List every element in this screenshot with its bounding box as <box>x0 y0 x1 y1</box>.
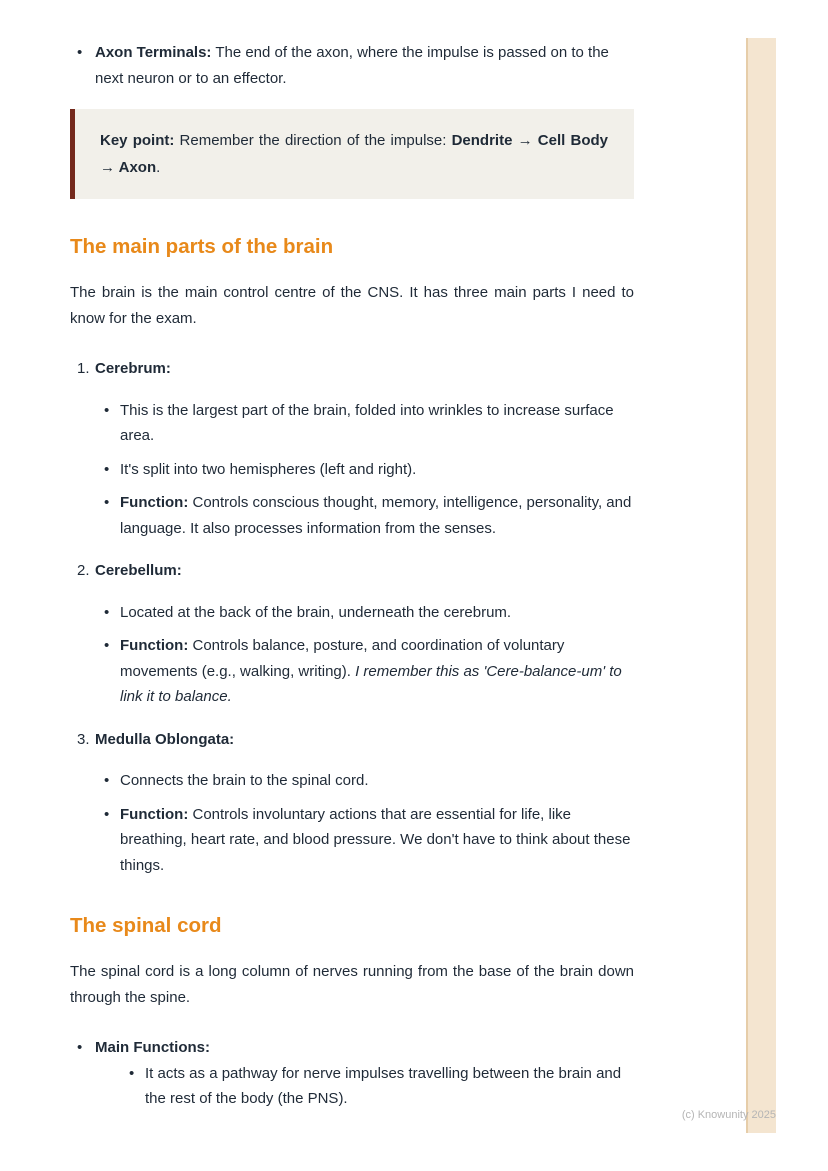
main-functions-bullets <box>95 1061 634 1112</box>
bullet-text: It acts as a pathway for nerve impulses travelling between the brain and the rest of the body (the PNS). <box>145 1064 622 1107</box>
mnemonic-note: I remember this as 'Cere-balance-um' to link it to balance. <box>120 662 622 705</box>
spinal-intro-paragraph: The spinal cord is a long column of nerves running from the base of the brain down through the spine. <box>70 963 634 1006</box>
medulla-title: Medulla Oblongata: <box>95 730 235 748</box>
list-item <box>70 768 634 794</box>
key-point-callout <box>70 109 634 199</box>
list-item-main-functions <box>70 1035 634 1112</box>
list-item <box>70 633 634 710</box>
heading-spinal-cord: The spinal cord <box>70 914 222 937</box>
cerebellum-title-row <box>70 558 634 584</box>
key-point-text <box>100 127 608 181</box>
cerebellum-bullets <box>70 600 634 710</box>
heading-main-parts-of-brain: The main parts of the brain <box>70 235 334 258</box>
copyright-footer: (c) Knowunity 2025 <box>681 1109 776 1121</box>
list-item <box>70 600 634 626</box>
page-edge-stripe <box>746 38 776 1133</box>
document-content <box>70 40 634 1126</box>
axon-terminals-text: The end of the axon, where the impulse is passed on to the next neuron or to an effector. <box>95 44 609 87</box>
function-label: Function: <box>120 805 189 823</box>
function-label: Function: <box>120 637 189 654</box>
bullet-text: Located at the back of the brain, underneath the cerebrum. <box>120 603 512 621</box>
cerebrum-title-row <box>70 356 634 382</box>
spinal-functions-list <box>70 1035 634 1112</box>
item-number: 1. <box>77 360 90 377</box>
list-item <box>70 457 634 483</box>
key-point-body: Remember the direction of the impulse: <box>174 132 452 149</box>
brain-parts-numbered-list <box>70 356 634 878</box>
impulse-direction-sequence: Dendrite → Cell Body → Axon <box>100 132 608 176</box>
item-number: 3. <box>77 730 90 748</box>
main-functions-label: Main Functions: <box>95 1039 210 1056</box>
list-item <box>70 490 634 541</box>
list-item <box>70 398 634 449</box>
item-number: 2. <box>77 562 90 579</box>
list-item-axon-terminals <box>70 40 634 91</box>
bullet-text: Controls involuntary actions that are essential for life, like breathing, heart rate, and blood pressure. We don't have to think about these things. <box>120 805 631 874</box>
key-point-label: Key point: <box>100 132 175 149</box>
bullet-text: Controls balance, posture, and coordination of voluntary movements (e.g., walking, writing). <box>120 637 565 680</box>
bullet-text: Connects the brain to the spinal cord. <box>120 772 369 789</box>
cerebellum-title: Cerebellum: <box>95 562 182 579</box>
brain-intro-paragraph: The brain is the main control centre of the CNS. It has three main parts I need to know for the exam. <box>70 284 634 327</box>
axon-terminals-term: Axon Terminals: <box>95 44 212 61</box>
function-label: Function: <box>120 494 189 511</box>
medulla-bullets <box>70 768 634 878</box>
cerebrum-bullets <box>70 398 634 542</box>
key-point-period: . <box>156 159 161 176</box>
cerebrum-title: Cerebrum: <box>95 360 171 377</box>
medulla-title-row <box>70 727 634 753</box>
bullet-text: It's split into two hemispheres (left and right). <box>120 460 417 478</box>
numbered-item-medulla-oblongata <box>70 727 634 879</box>
bullet-text: Controls conscious thought, memory, intelligence, personality, and language. It also processes information from the senses. <box>120 494 632 537</box>
axon-terminals-list <box>70 40 634 91</box>
numbered-item-cerebrum <box>70 356 634 541</box>
list-item <box>70 802 634 879</box>
list-item <box>95 1061 634 1112</box>
numbered-item-cerebellum <box>70 558 634 710</box>
bullet-text: This is the largest part of the brain, folded into wrinkles to increase surface area. <box>120 401 614 444</box>
